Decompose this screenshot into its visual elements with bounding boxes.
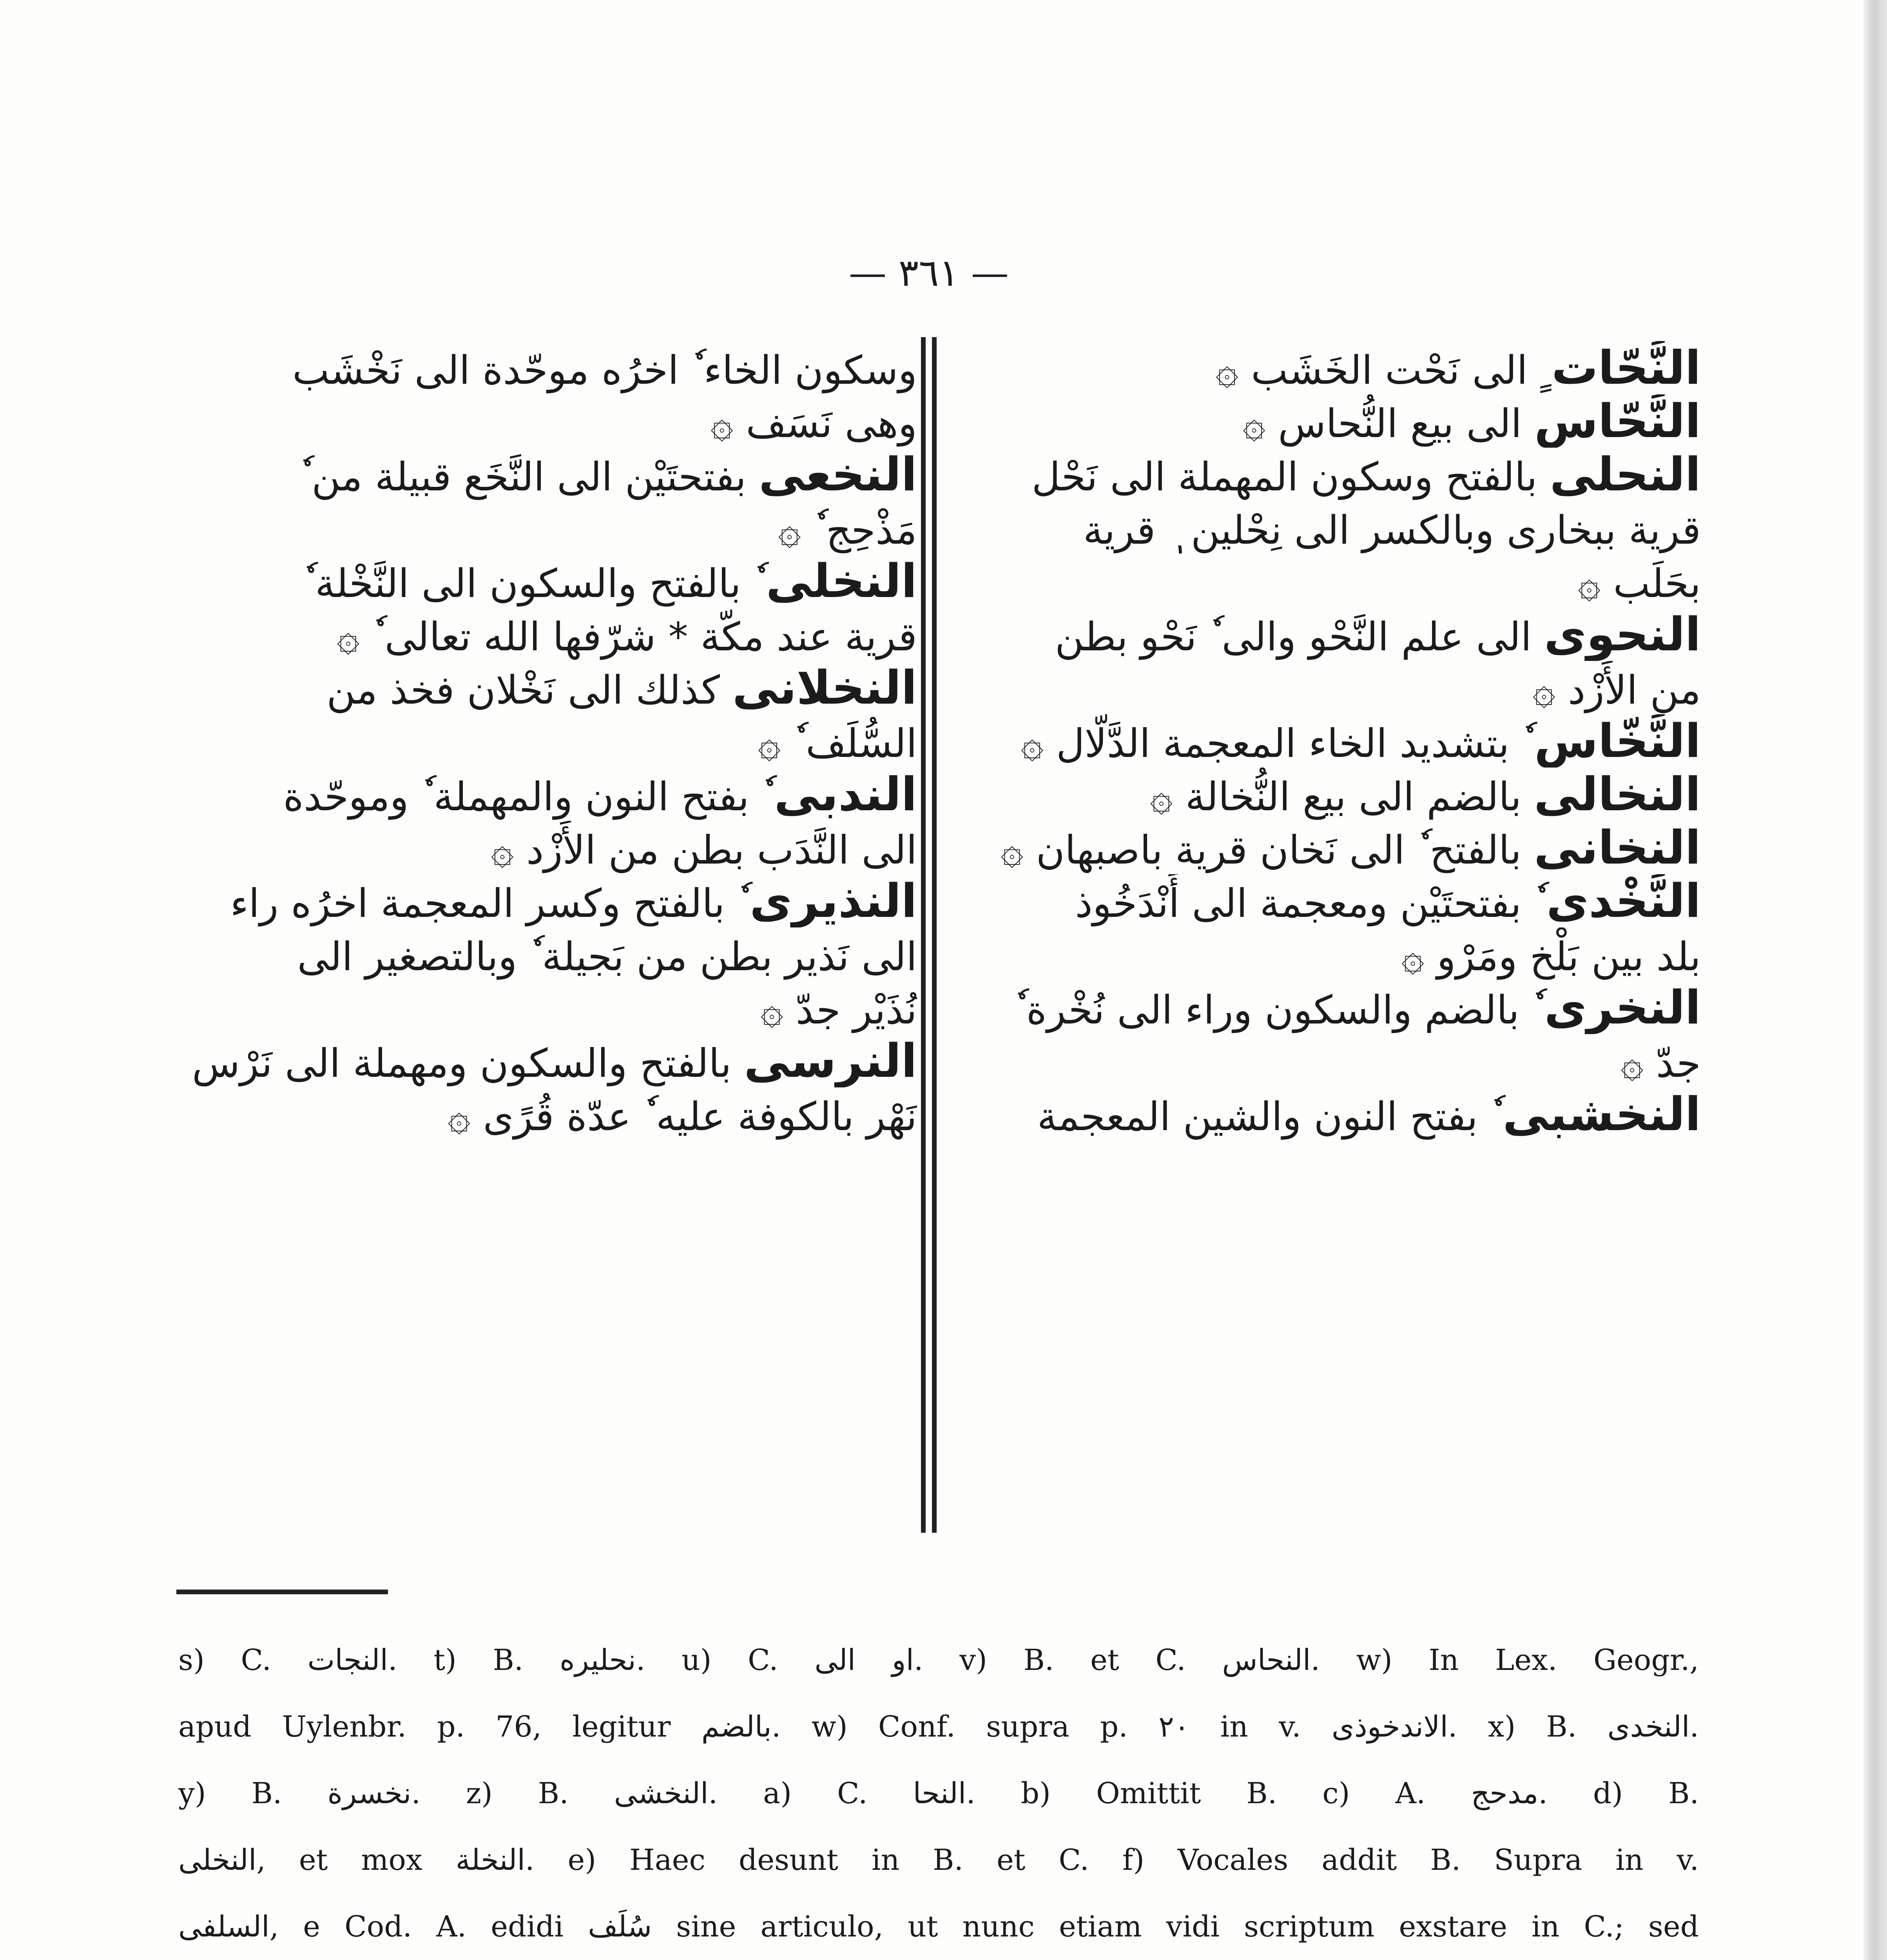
- headword: النخانى: [1534, 821, 1701, 874]
- entry-line: [165, 821, 917, 874]
- headword: النذيرى: [750, 874, 917, 927]
- headword: النخشبى: [1503, 1087, 1701, 1141]
- entry-line: [948, 714, 1701, 768]
- entry-text: بالفتح ٗ الى نَخان قرية باصبهان ۞: [1001, 827, 1522, 873]
- entry-line: [948, 821, 1701, 874]
- footnote-line: apud Uylenbr. p. 76, legitur بالضم. w) Conf. supra p. ۲۰ in v. الاندخوذى. x) B. النخدى.: [178, 1710, 1699, 1744]
- entry-text: كذلك الى نَخْلان فخذ من: [326, 667, 720, 713]
- entry-text: ٗ بفتح النون والمهملة ٗ وموحّدة: [283, 774, 762, 820]
- footnote-separator: [176, 1590, 388, 1594]
- entry-line: [948, 661, 1701, 714]
- entry-text: ٍ الى نَحْت الخَشَب ۞: [1215, 347, 1540, 393]
- entry-text: ٗ بفتحتَيْن ومعجمة الى أَنْدَخُوذ: [1075, 880, 1534, 926]
- headword: النخرى: [1544, 981, 1701, 1034]
- footnote-line: s) C. النجات. t) B. نحليره. u) C. او الى. v) B. et C. النحاس. w) In Lex. Geogr.,: [178, 1643, 1699, 1677]
- footnote-line: y) B. نخسرة. z) B. النخشى. a) C. النحا. b) Omittit B. c) A. مدحج. d) B.: [178, 1777, 1699, 1810]
- entry-text: قرية ببخارى وبالكسر الى نِحْلين ٖ قرية: [1083, 507, 1701, 553]
- entry-line: [165, 341, 917, 394]
- entry-line: [948, 874, 1701, 927]
- entry-line: [165, 874, 917, 927]
- entry-line: [948, 394, 1701, 448]
- entry-line: [948, 341, 1701, 394]
- entry-line: [948, 1034, 1701, 1087]
- entry-line: [948, 501, 1701, 554]
- headword: النخعى: [759, 448, 917, 501]
- entry-text: ٗ بالضم والسكون وراء الى نُخْرة ٗ: [1013, 987, 1532, 1033]
- headword: النحلى: [1550, 448, 1701, 501]
- entry-line: [948, 448, 1701, 501]
- entry-line: [948, 768, 1701, 821]
- entry-text: بالفتح والسكون ومهملة الى نَرْس: [192, 1040, 732, 1086]
- entry-text: الى نَذير بطن من بَجيلة ٗ وبالتصغير الى: [297, 934, 917, 980]
- entry-line: [948, 554, 1701, 608]
- left-column: [165, 341, 917, 1141]
- entry-line: [165, 714, 917, 768]
- entry-line: [165, 927, 917, 981]
- headword: النخلى: [766, 554, 917, 608]
- footnote-line: النخلى, et mox النخلة. e) Haec desunt in B. et C. f) Vocales addit B. Supra in v.: [178, 1843, 1699, 1877]
- footnote-line: السلفى, e Cod. A. edidi سُلَف sine articulo, ut nunc etiam vidi scriptum exstare in C.; sed: [178, 1910, 1699, 1944]
- entry-line: [165, 608, 917, 661]
- entry-text: من الأَزْد ۞: [1532, 667, 1701, 713]
- right-column: [948, 341, 1701, 1141]
- headword: النخلانى: [732, 661, 917, 714]
- entry-line: [165, 1087, 917, 1141]
- page-number: — ٣٦١ —: [849, 251, 1009, 295]
- entry-text: جدّ ۞: [1621, 1040, 1701, 1086]
- entry-text: وهى نَسَف ۞: [710, 401, 917, 446]
- entry-line: [165, 501, 917, 554]
- footnotes: [178, 1627, 1699, 1960]
- entry-text: بفتحتَيْن الى النَّخَع قبيلة من ٗ: [299, 454, 747, 500]
- entry-line: [948, 981, 1701, 1034]
- headword: النرسى: [744, 1034, 917, 1087]
- entry-text: ٗ بفتح النون والشين المعجمة: [1037, 1094, 1490, 1140]
- headword: النحوى: [1544, 608, 1701, 661]
- entry-line: [165, 981, 917, 1034]
- entry-text: الى بيع النُّحاس ۞: [1242, 401, 1522, 446]
- entry-text: ٗ بالفتح وكسر المعجمة اخرُه راء: [230, 880, 738, 926]
- entry-line: [165, 661, 917, 714]
- column-divider-left: [921, 337, 926, 1533]
- entry-line: [948, 608, 1701, 661]
- entry-text: مَذْحِج ٗ ۞: [778, 507, 917, 553]
- entry-line: [165, 768, 917, 821]
- entry-text: السُّلَف ٗ ۞: [758, 720, 917, 766]
- entry-text: وسكون الخاء ٗ اخرُه موحّدة الى نَخْشَب: [292, 347, 917, 393]
- entry-text: ٗ بالفتح والسكون الى النَّخْلة ٗ: [303, 561, 754, 606]
- entry-line: [165, 448, 917, 501]
- entry-text: بحَلَب ۞: [1577, 561, 1701, 606]
- entry-text: الى علم النَّحْو والى ٗ نَحْو بطن: [1055, 614, 1532, 660]
- entry-text: ٗ بتشديد الخاء المعجمة الدَّلّال ۞: [1021, 720, 1522, 766]
- page-edge-shadow: [1863, 0, 1887, 1960]
- entry-line: [165, 554, 917, 608]
- column-divider-right: [932, 337, 937, 1533]
- entry-text: قرية عند مكّة * شرّفها الله تعالى ٗ ۞: [337, 614, 917, 660]
- entry-line: [165, 1034, 917, 1087]
- entry-text: نُذَيْر جدّ ۞: [760, 987, 917, 1033]
- entry-line: [948, 927, 1701, 981]
- entry-line: [948, 1087, 1701, 1141]
- entry-text: بالضم الى بيع النُّخالة ۞: [1150, 774, 1522, 820]
- headword: النخالى: [1534, 768, 1701, 821]
- headword: النَّخّاس: [1534, 714, 1701, 768]
- entry-text: نَهْر بالكوفة عليه ٗ عدّة قُرًى ۞: [448, 1094, 917, 1140]
- entry-line: [165, 394, 917, 448]
- headword: النَّخْدى: [1546, 874, 1701, 927]
- entry-text: الى النَّدَب بطن من الأَزْد ۞: [491, 827, 917, 873]
- entry-text: بالفتح وسكون المهملة الى نَحْل: [1031, 454, 1537, 500]
- headword: النَّحّات: [1552, 341, 1701, 394]
- headword: الندبى: [774, 768, 917, 821]
- entry-text: بلد بين بَلْخ ومَرْو ۞: [1401, 934, 1701, 980]
- headword: النَّحّاس: [1534, 394, 1701, 448]
